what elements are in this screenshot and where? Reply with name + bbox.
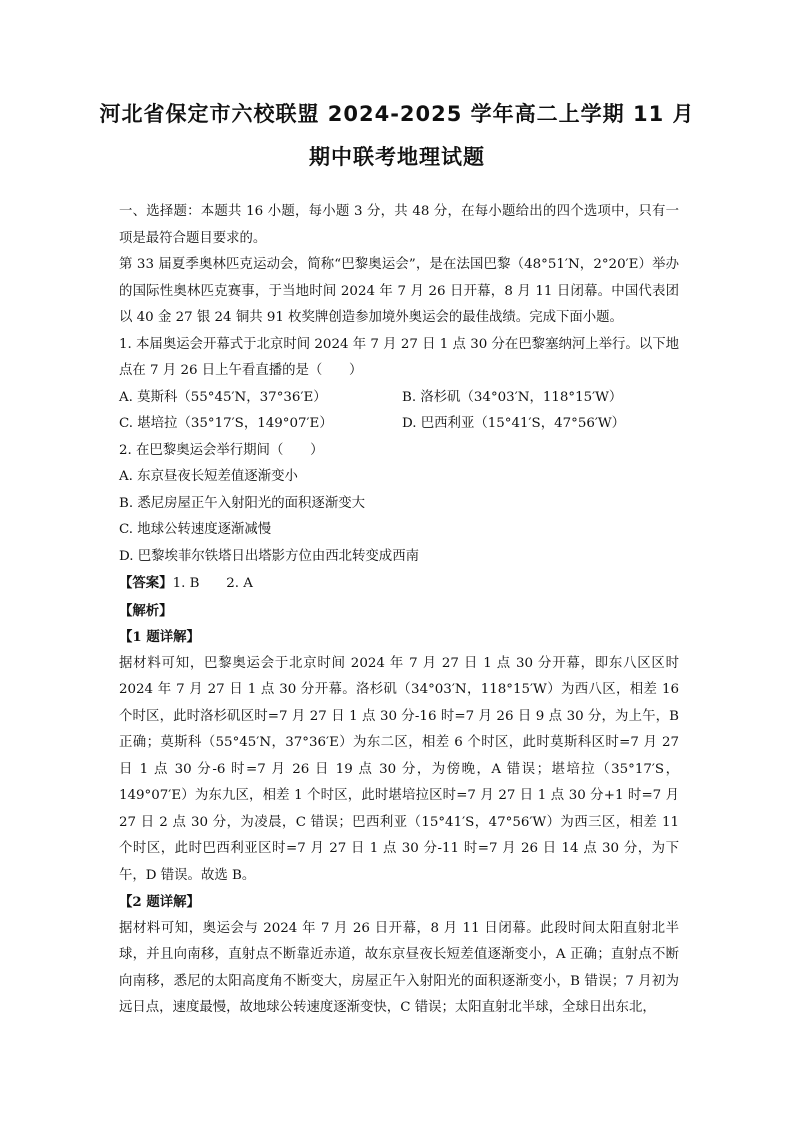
question-1-option-b: B. 洛杉矶（34°03′N，118°15′W）	[402, 389, 623, 405]
detail-1-label: 【1 题详解】	[119, 629, 200, 645]
question-1-option-d: D. 巴西利亚（15°41′S，47°56′W）	[402, 416, 626, 431]
answer-line	[119, 570, 679, 598]
question-2-option-b: B. 悉尼房屋正午入射阳光的面积逐渐变大	[119, 495, 365, 511]
question-1-options-row1	[119, 385, 679, 412]
section-heading: 一、选择题：本题共 16 小题，每小题 3 分，共 48 分，在每小题给出的四个选项中，只有一项是最符合题目要求的。	[119, 204, 679, 246]
answer-label: 【答案】	[119, 575, 173, 591]
analysis-label: 【解析】	[119, 602, 173, 619]
question-1-option-c: C. 堪培拉（35°17′S，149°07′E）	[119, 416, 333, 431]
question-2-option-c: C. 地球公转速度逐渐减慢	[119, 522, 272, 537]
document-body	[119, 199, 679, 1022]
detail-2-text: 据材料可知，奥运会与 2024 年 7 月 26 日开幕，8 月 11 日闭幕。此段时间太阳直射北半球，并且向南移，直射点不断靠近赤道，故东京昼夜长短差值逐渐变小，A 正确；直射点不断向南移，悉尼的太阳高度角不断变大，房屋正午入射阳光的面积逐渐变小，B 错误；7 月初为远日点，速度最慢，故地球公转速度逐渐变快，C 错误；太阳直射北半球，全球日出东北，	[119, 920, 679, 1015]
answer-text: 1. B 2. A	[172, 576, 253, 591]
question-1-stem: 1. 本届奥运会开幕式于北京时间 2024 年 7 月 27 日 1 点 30 分在巴黎塞纳河上举行。以下地点在 7 月 26 日上午看直播的是（ ）	[119, 336, 679, 378]
question-1-options-row2	[119, 411, 679, 438]
detail-2-label: 【2 题详解】	[119, 894, 200, 910]
question-2-stem: 2. 在巴黎奥运会举行期间（ ）	[119, 442, 324, 458]
detail-1-text: 据材料可知，巴黎奥运会于北京时间 2024 年 7 月 27 日 1 点 30 分开幕，即东八区区时 2024 年 7 月 27 日 1 点 30 分开幕。洛杉矶（34°03′N，118°15′W）为西八区，相差 16 个时区，此时洛杉矶区时=7 月 27 日 1 点 30 分-16 时=7 月 26 日 9 点 30 分，为上午，B 正确；莫斯科（55°45′N，37°36′E）为东二区，相差 6 个时区，此时莫斯科区时=7 月 27 日 1 点 30 分-6 时=7 月 26 日 19 点 30 分，为傍晚，A 错误；堪培拉（35°17′S，149°07′E）为东九区，相差 1 个时区，此时堪培拉区时=7 月 27 日 1 点 30 分+1 时=7 月 27 日 2 点 30 分，为凌晨，C 错误；巴西利亚（15°41′S，47°56′W）为西三区，相差 11 个时区，此时巴西利亚区时=7 月 27 日 1 点 30 分-11 时=7 月 26 日 14 点 30 分，为下午，D 错误。故选 B。	[119, 655, 679, 883]
document-title-line1: 河北省保定市六校联盟 2024-2025 学年高二上学期 11 月	[99, 102, 695, 126]
document-title-line2: 期中联考地理试题	[309, 145, 485, 169]
question-1-option-a: A. 莫斯科（55°45′N，37°36′E）	[119, 389, 327, 405]
question-2-option-d: D. 巴黎埃菲尔铁塔日出塔影方位由西北转变成西南	[119, 548, 419, 564]
question-2-option-a: A. 东京昼夜长短差值逐渐变小	[119, 469, 298, 484]
material-paragraph: 第 33 届夏季奥林匹克运动会，简称“巴黎奥运会”，是在法国巴黎（48°51′N，2°20′E）举办的国际性奥林匹克赛事，于当地时间 2024 年 7 月 26 日开幕，8 月 11 日闭幕。中国代表团以 40 金 27 银 24 铜共 91 枚奖牌创造参加境外奥运会的最佳战绩。完成下面小题。	[119, 257, 679, 325]
